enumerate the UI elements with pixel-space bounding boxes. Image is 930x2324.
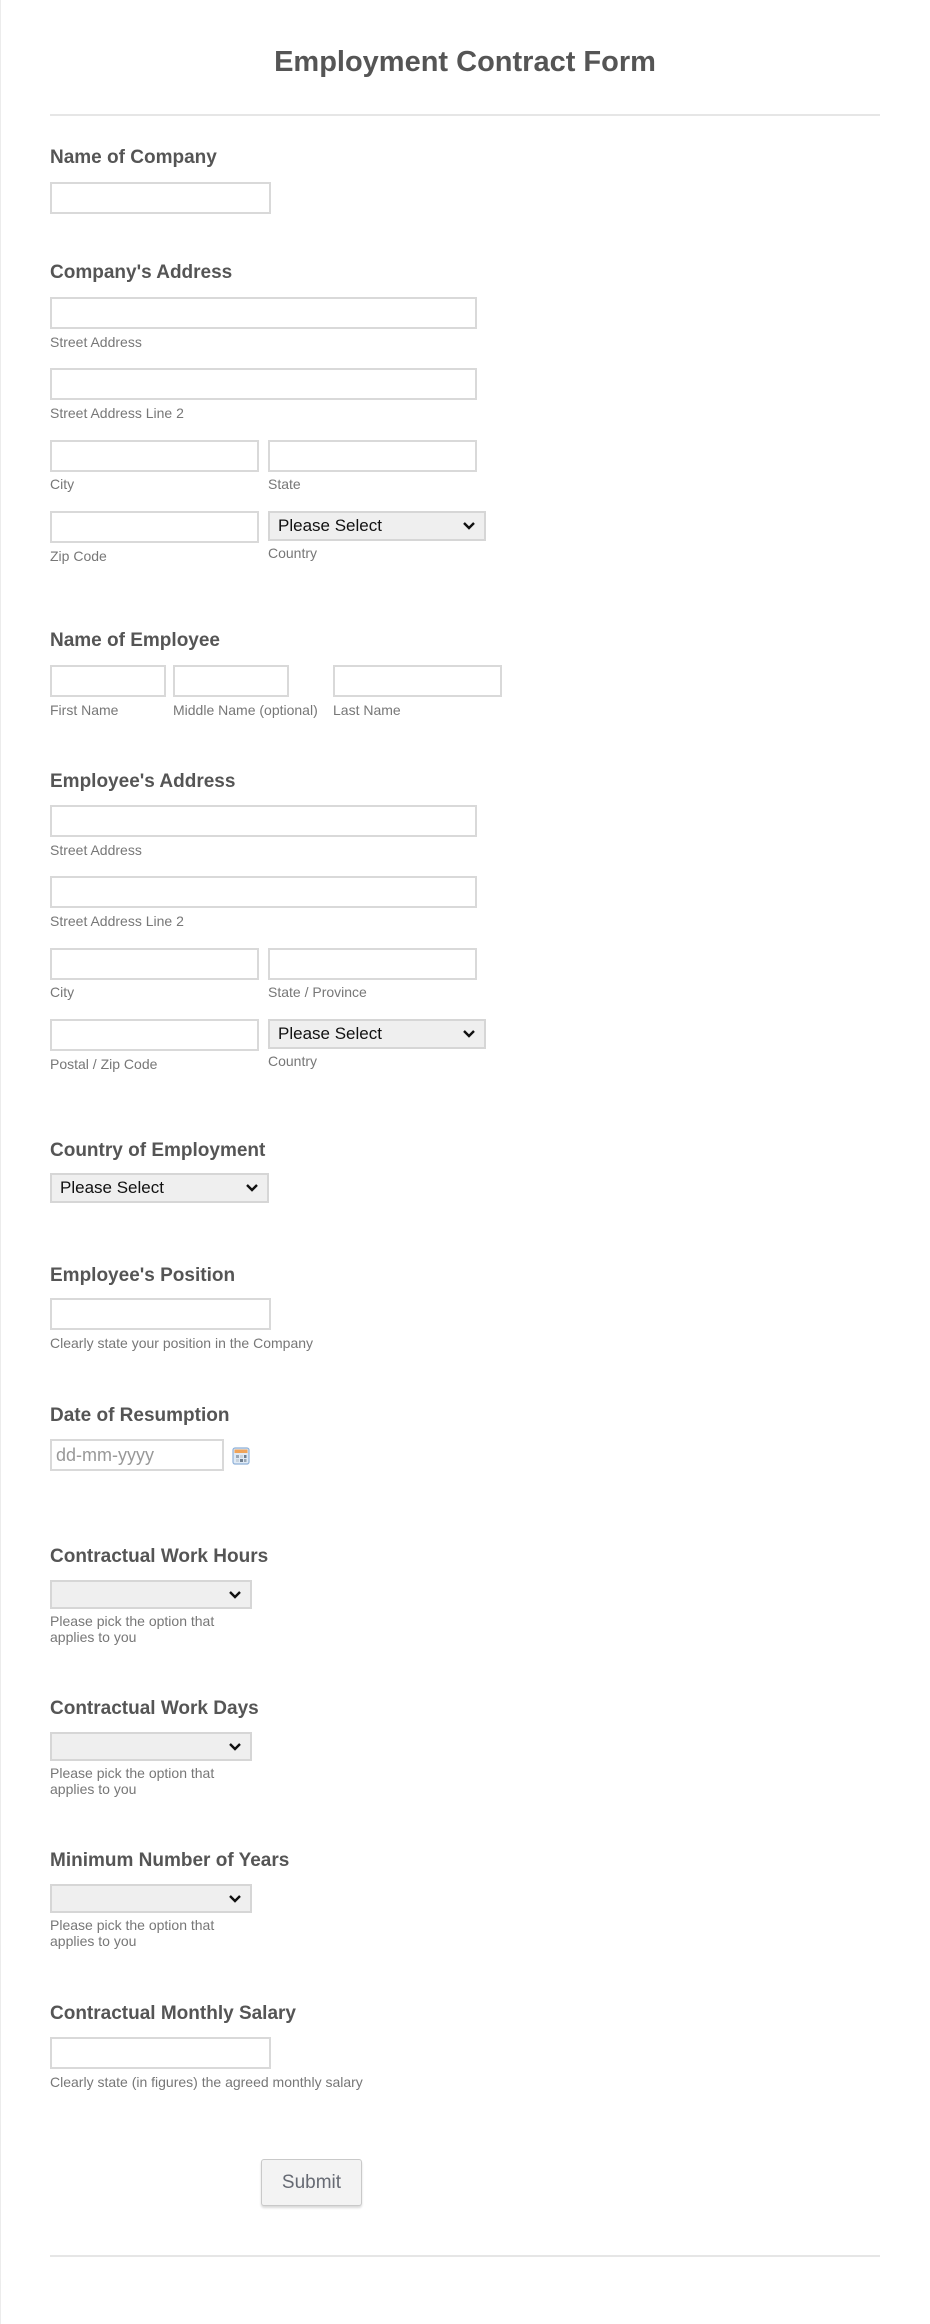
page-left-border xyxy=(0,0,1,2324)
date-of-resumption-input[interactable] xyxy=(50,1439,224,1471)
company-city-sublabel: City xyxy=(50,476,75,492)
chevron-down-icon xyxy=(462,1027,476,1041)
company-state-sublabel: State xyxy=(268,476,301,492)
country-of-employment-label: Country of Employment xyxy=(50,1140,266,1161)
work-days-select[interactable] xyxy=(50,1732,252,1761)
chevron-down-icon xyxy=(245,1181,259,1195)
monthly-salary-input[interactable] xyxy=(50,2037,271,2069)
date-of-resumption-label: Date of Resumption xyxy=(50,1405,230,1426)
calendar-icon[interactable] xyxy=(232,1447,250,1465)
employee-street-input[interactable] xyxy=(50,805,477,837)
form-title: Employment Contract Form xyxy=(274,46,656,78)
employee-country-selected: Please Select xyxy=(278,1024,382,1043)
employee-position-sublabel: Clearly state your position in the Company xyxy=(50,1335,314,1351)
work-days-label: Contractual Work Days xyxy=(50,1698,259,1719)
chevron-down-icon xyxy=(228,1740,242,1754)
employee-middle-name-input[interactable] xyxy=(173,665,289,697)
company-name-input[interactable] xyxy=(50,182,271,214)
company-street-input[interactable] xyxy=(50,297,477,329)
min-years-sublabel: Please pick the option that applies to you xyxy=(50,1917,215,1949)
employee-last-name-sublabel: Last Name xyxy=(333,702,401,718)
company-state-input[interactable] xyxy=(268,440,477,472)
monthly-salary-sublabel: Clearly state (in figures) the agreed monthly salary xyxy=(50,2074,363,2090)
employee-street2-sublabel: Street Address Line 2 xyxy=(50,913,184,929)
monthly-salary-label: Contractual Monthly Salary xyxy=(50,2003,296,2024)
country-of-employment-selected: Please Select xyxy=(60,1178,164,1197)
employee-country-select[interactable] xyxy=(268,1019,486,1049)
employee-street-sublabel: Street Address xyxy=(50,842,142,858)
chevron-down-icon xyxy=(228,1588,242,1602)
company-address-label: Company's Address xyxy=(50,262,233,283)
chevron-down-icon xyxy=(462,519,476,533)
employee-city-sublabel: City xyxy=(50,984,75,1000)
country-of-employment-select[interactable] xyxy=(50,1173,269,1203)
employee-last-name-input[interactable] xyxy=(333,665,502,697)
min-years-label: Minimum Number of Years xyxy=(50,1850,290,1871)
company-city-input[interactable] xyxy=(50,440,259,472)
employee-street2-input[interactable] xyxy=(50,876,477,908)
employee-state-input[interactable] xyxy=(268,948,477,980)
employee-position-input[interactable] xyxy=(50,1298,271,1330)
employee-zip-input[interactable] xyxy=(50,1019,259,1051)
company-street-sublabel: Street Address xyxy=(50,334,142,350)
work-hours-label: Contractual Work Hours xyxy=(50,1546,269,1567)
company-zip-input[interactable] xyxy=(50,511,259,543)
company-name-label: Name of Company xyxy=(50,147,217,168)
employee-name-label: Name of Employee xyxy=(50,630,220,651)
company-street2-sublabel: Street Address Line 2 xyxy=(50,405,184,421)
company-street2-input[interactable] xyxy=(50,368,477,400)
header-divider xyxy=(50,114,880,116)
company-zip-sublabel: Zip Code xyxy=(50,548,107,564)
employee-country-sublabel: Country xyxy=(268,1053,318,1069)
employee-middle-name-sublabel: Middle Name (optional) xyxy=(173,702,318,718)
company-country-sublabel: Country xyxy=(268,545,318,561)
employee-first-name-input[interactable] xyxy=(50,665,166,697)
employee-zip-sublabel: Postal / Zip Code xyxy=(50,1056,158,1072)
work-hours-select[interactable] xyxy=(50,1580,252,1609)
employee-first-name-sublabel: First Name xyxy=(50,702,119,718)
employee-city-input[interactable] xyxy=(50,948,259,980)
min-years-select[interactable] xyxy=(50,1884,252,1913)
work-days-sublabel: Please pick the option that applies to you xyxy=(50,1765,215,1797)
footer-divider xyxy=(50,2255,880,2257)
employee-state-sublabel: State / Province xyxy=(268,984,367,1000)
company-country-select[interactable] xyxy=(268,511,486,541)
work-hours-sublabel: Please pick the option that applies to you xyxy=(50,1613,215,1645)
employee-address-label: Employee's Address xyxy=(50,771,236,792)
chevron-down-icon xyxy=(228,1892,242,1906)
employee-position-label: Employee's Position xyxy=(50,1265,236,1286)
company-country-selected: Please Select xyxy=(278,516,382,535)
submit-button[interactable]: Submit xyxy=(261,2159,362,2206)
